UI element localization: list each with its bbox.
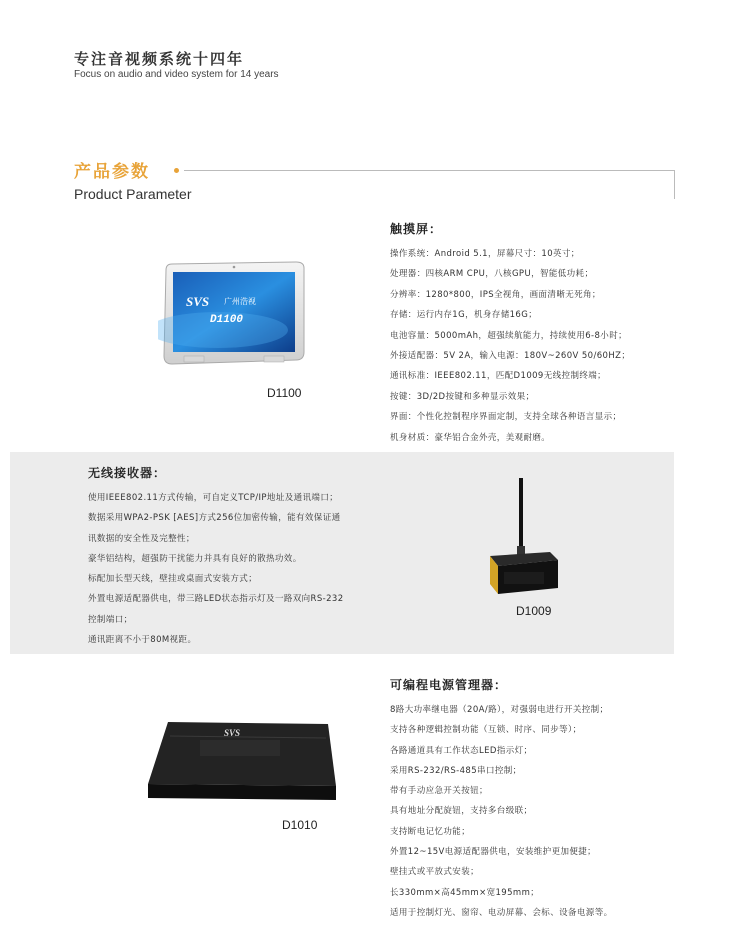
d1100-spec-item: 通讯标准：IEEE802.11，匹配D1009无线控制终端； xyxy=(390,371,607,382)
d1100-image xyxy=(158,260,308,368)
company-slogan-cn: 专注音视频系统十四年 xyxy=(74,50,245,68)
d1100-spec-item: 外接适配器：5V 2A，输入电源：180V~260V 50/60HZ； xyxy=(390,350,631,361)
d1100-spec-item: 处理器：四核ARM CPU，八核GPU，智能低功耗； xyxy=(390,269,594,280)
box-brand-text: SVS xyxy=(224,728,241,738)
d1010-spec-item: 壁挂式或平放式安装； xyxy=(390,867,480,878)
d1100-spec-item: 操作系统：Android 5.1，屏幕尺寸：10英寸； xyxy=(390,249,580,259)
section-divider-horizontal xyxy=(184,170,674,171)
d1100-model-label: D1100 xyxy=(267,386,302,400)
wireless-receiver-icon xyxy=(484,476,564,596)
d1010-spec-item: 8路大功率继电器（20A/路），对强弱电进行开关控制； xyxy=(390,705,609,715)
d1009-spec-item: 使用IEEE802.11方式传输，可自定义TCP/IP地址及通讯端口； xyxy=(88,493,339,503)
section-title-cn: 产品参数 xyxy=(74,162,150,182)
d1009-spec-item: 通讯距离不小于80M视距。 xyxy=(88,635,197,646)
d1100-spec-item: 电池容量：5000mAh，超强续航能力，持续使用6-8小时； xyxy=(390,330,627,341)
d1100-spec-item: 分辨率：1280*800，IPS全视角，画面清晰无死角； xyxy=(390,289,601,300)
d1009-spec-item: 讯数据的安全性及完整性； xyxy=(88,533,195,544)
section-bullet-dot xyxy=(174,168,179,173)
d1010-spec-item: 支持各种逻辑控制功能（互锁、时序、同步等）； xyxy=(390,725,582,736)
d1010-spec-item: 采用RS-232/RS-485串口控制； xyxy=(390,765,522,776)
d1100-spec-item: 界面：个性化控制程序界面定制，支持全球各种语言显示； xyxy=(390,412,622,423)
d1010-model-label: D1010 xyxy=(282,818,318,832)
d1009-spec-item: 标配加长型天线，壁挂或桌面式安装方式； xyxy=(88,574,258,585)
section-divider-vertical xyxy=(674,170,675,199)
d1009-spec-item: 数据采用WPA2-PSK [AES]方式256位加密传输，能有效保证通 xyxy=(88,513,341,524)
d1009-spec-item: 外置电源适配器供电，带三路LED状态指示灯及一路双向RS-232 xyxy=(88,594,344,605)
screen-brand-text: SVS xyxy=(186,294,210,309)
d1100-spec-item: 存储：运行内存1G，机身存储16G； xyxy=(390,310,538,321)
d1010-spec-item: 外置12~15V电源适配器供电，安装维护更加便捷； xyxy=(390,847,597,858)
d1010-spec-item: 具有地址分配旋钮，支持多台级联； xyxy=(390,806,533,817)
d1010-spec-list xyxy=(390,700,613,923)
d1009-section-title: 无线接收器： xyxy=(88,466,167,480)
d1010-section-title: 可编程电源管理器： xyxy=(390,678,508,692)
company-slogan-en: Focus on audio and video system for 14 years xyxy=(74,69,279,80)
d1009-spec-list xyxy=(88,488,344,650)
d1009-model-label: D1009 xyxy=(516,604,552,618)
d1100-spec-list xyxy=(390,244,630,448)
d1009-spec-item: 豪华铝结构，超强防干扰能力并具有良好的散热功效。 xyxy=(88,553,302,564)
d1010-spec-item: 适用于控制灯光、窗帘、电动屏幕、会标、设备电源等。 xyxy=(390,907,613,918)
d1010-spec-item: 支持断电记忆功能； xyxy=(390,826,471,837)
section-title-en: Product Parameter xyxy=(74,186,192,202)
screen-brand-cn: 广州浩视 xyxy=(224,297,256,306)
d1010-spec-item: 长330mm×高45mm×宽195mm； xyxy=(390,887,540,898)
d1100-spec-item: 按键：3D/2D按键和多种显示效果； xyxy=(390,391,535,402)
d1009-image xyxy=(484,476,564,596)
d1010-spec-item: 带有手动应急开关按钮； xyxy=(390,786,488,797)
d1100-spec-item: 机身材质：豪华铝合金外壳，美观耐磨。 xyxy=(390,432,551,443)
d1009-spec-item: 控制端口； xyxy=(88,614,133,625)
screen-model-text: D1100 xyxy=(210,314,244,326)
d1010-spec-item: 各路通道具有工作状态LED指示灯； xyxy=(390,745,533,756)
d1100-section-title: 触摸屏： xyxy=(390,222,443,236)
d1010-image xyxy=(140,716,340,808)
